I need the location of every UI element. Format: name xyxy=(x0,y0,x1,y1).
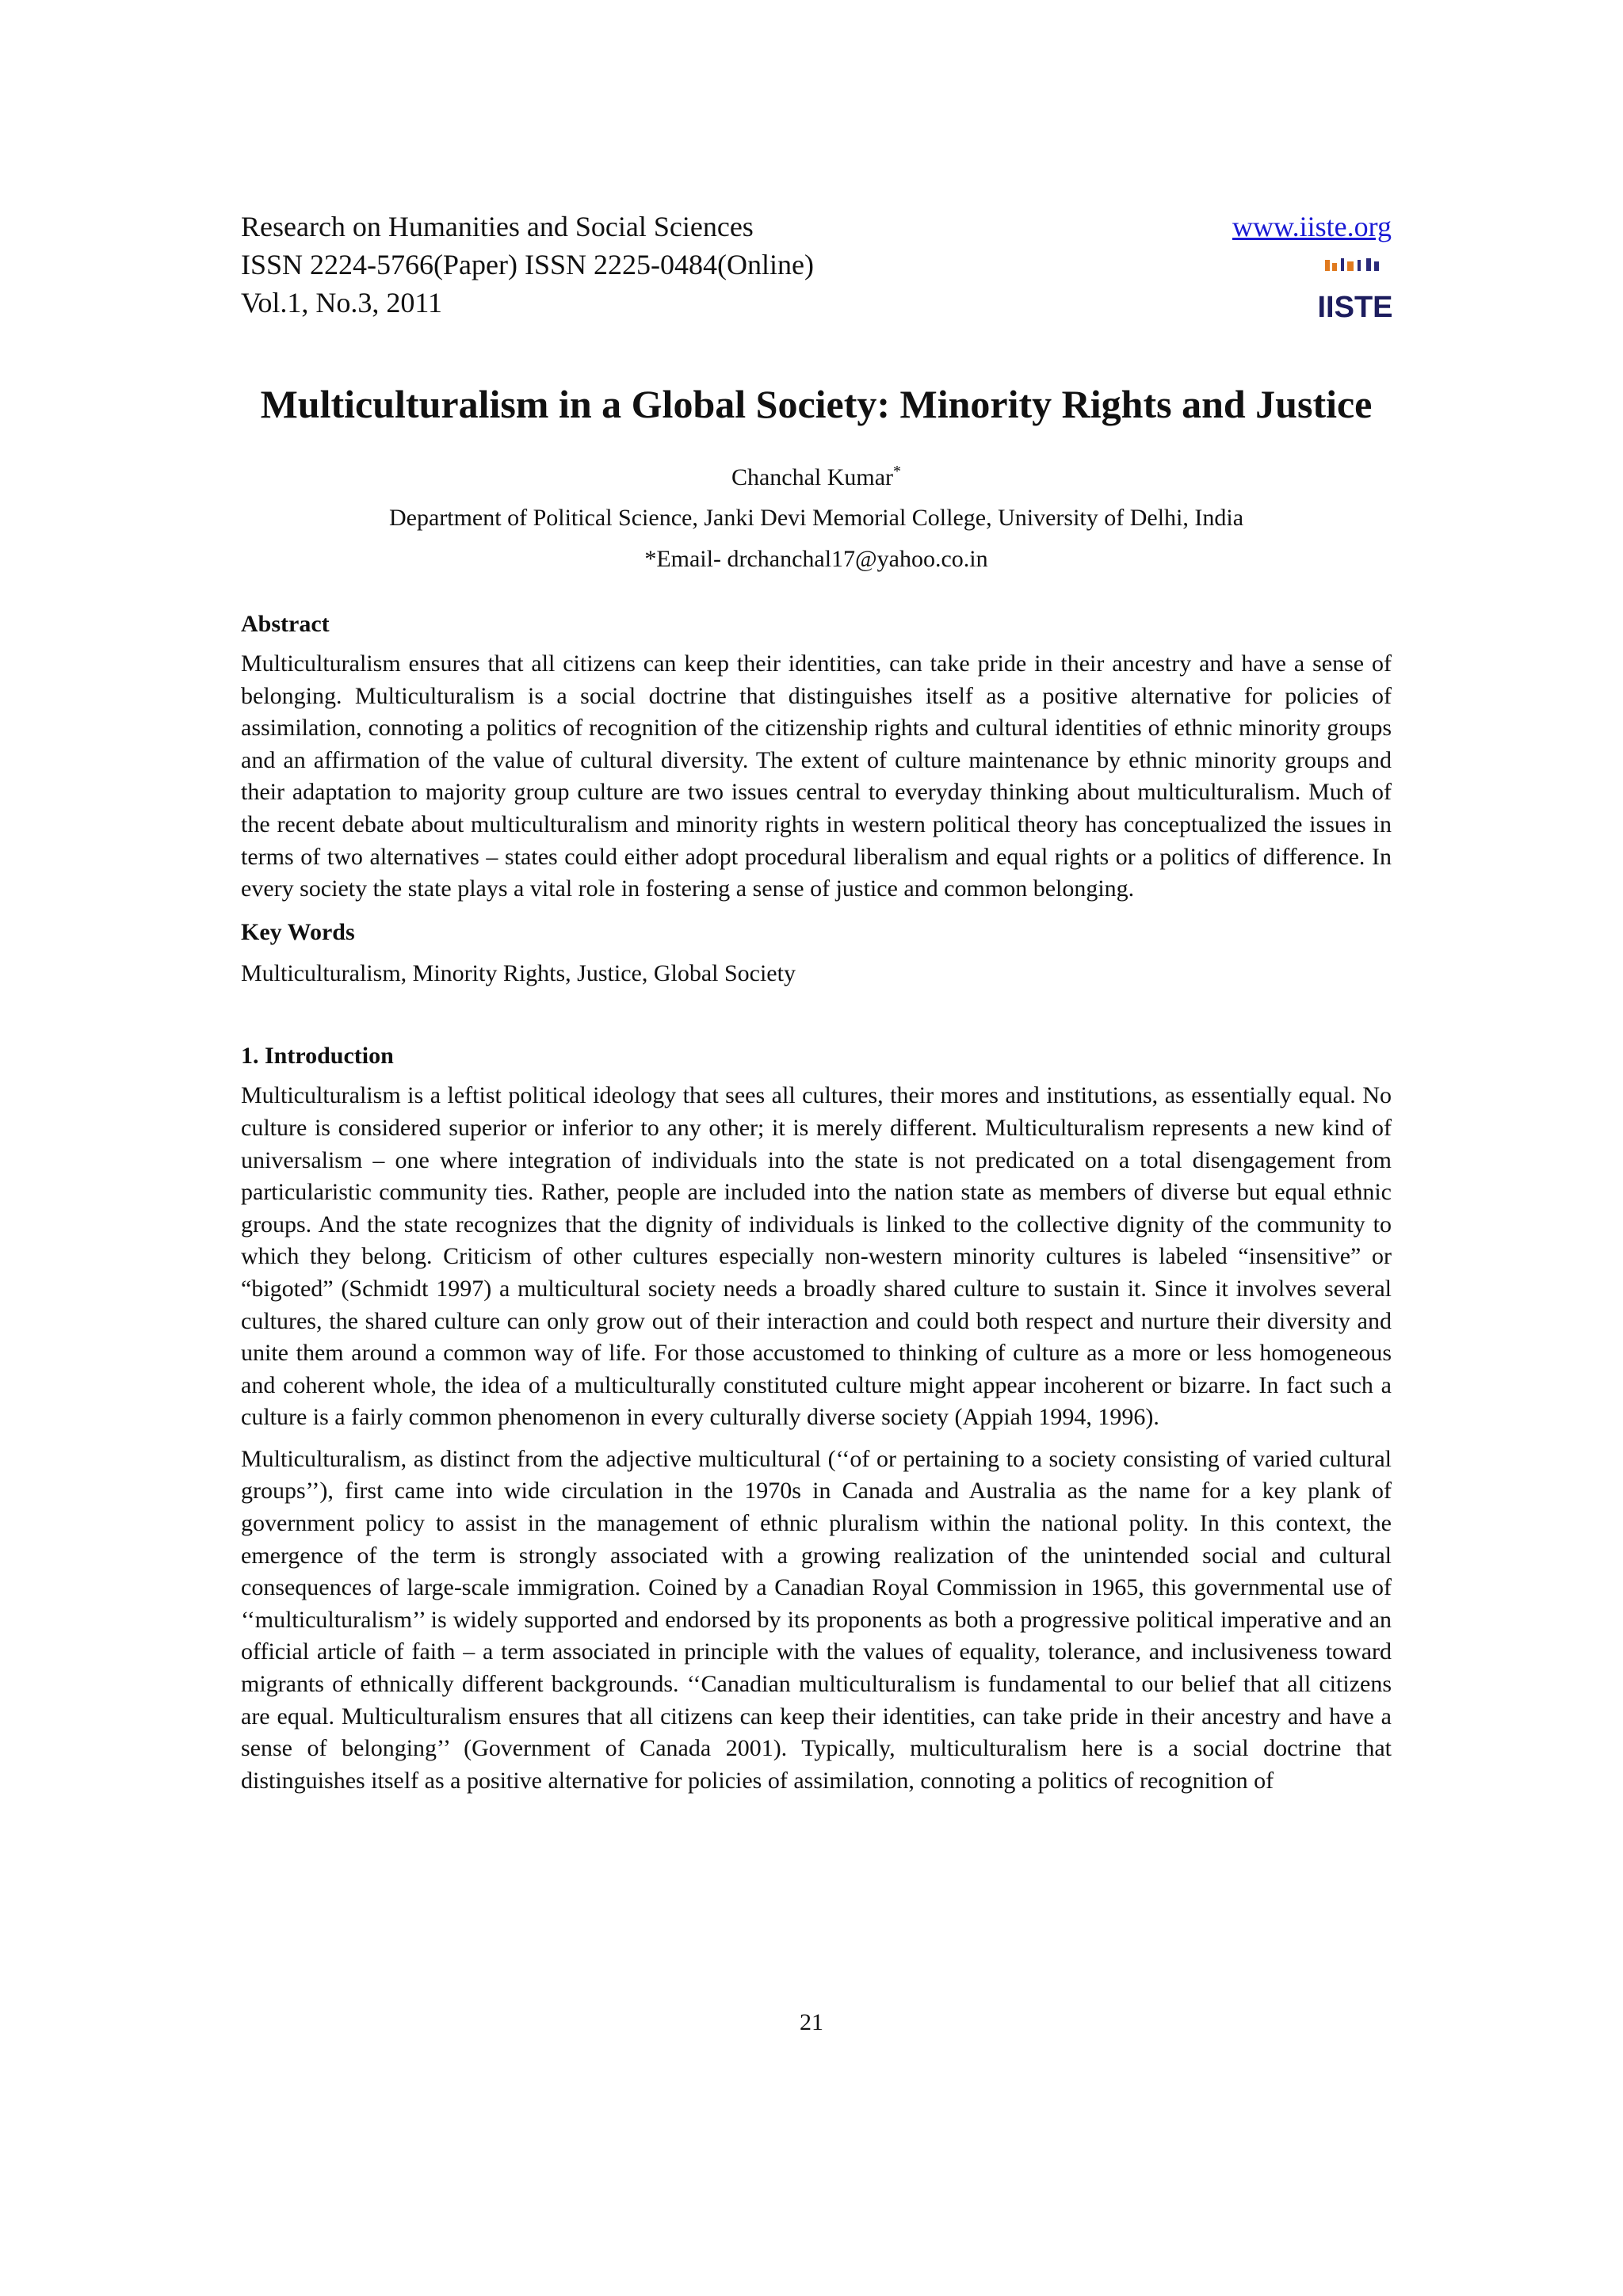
keywords-heading: Key Words xyxy=(241,918,355,945)
journal-name: Research on Humanities and Social Sciences xyxy=(241,211,754,242)
journal-info xyxy=(241,208,1392,322)
journal-volume: Vol.1, No.3, 2011 xyxy=(241,287,443,318)
author-affiliation: Department of Political Science, Janki Devi Memorial College, University of Delhi, India xyxy=(388,505,1244,531)
journal-issn: ISSN 2224-5766(Paper) ISSN 2225-0484(Online) xyxy=(241,249,814,280)
page-number: 21 xyxy=(800,2009,823,2035)
introduction-heading: 1. Introduction xyxy=(241,1043,394,1070)
author-name: Chanchal Kumar xyxy=(731,464,894,490)
introduction-paragraph-1: Multiculturalism is a leftist political ideology that sees all cultures, their mores and institutions, as essentially equal. No culture is considered superior or inferior to any other; it is merely different. Multiculturalism represents a new kind of universalism – one where integration of individuals into the state is not predicated on a total disengagement from particularistic community ties. Rather, people are included into the nation state as members of diverse but equal ethnic groups. And the state recognizes that the dignity of individuals is linked to the collective dignity of the community to which they belong. Criticism of other cultures especially non-western minority cultures is labeled “insensitive” or “bigoted” (Schmidt 1997) a multicultural society needs a broadly shared culture to sustain it. Since it involves several cultures, the shared culture can only grow out of their interaction and could both respect and nurture their diversity and unite them around a common way of life. For those accustomed to thinking of culture as a more or less homogeneous and coherent whole, the idea of a multiculturally constituted culture might appear incoherent or bizarre. In fact such a culture is a fairly common phenomenon in every culturally diverse society (Appiah 1994, 1996). xyxy=(241,1082,1392,1431)
author-email: *Email- drchanchal17@yahoo.co.in xyxy=(644,546,988,572)
paper-page xyxy=(241,208,1392,1797)
journal-header xyxy=(241,208,1392,334)
article-author xyxy=(241,452,1392,498)
article-title: Multiculturalism in a Global Society: Minority Rights and Justice xyxy=(260,382,1373,426)
keywords-text: Multiculturalism, Minority Rights, Justice, Global Society xyxy=(241,959,796,986)
author-footnote-mark: * xyxy=(893,463,902,480)
iiste-logo xyxy=(1317,255,1393,324)
abstract-heading: Abstract xyxy=(241,611,330,637)
introduction-paragraph-2: Multiculturalism, as distinct from the adjective multicultural (‘‘of or pertaining to a society consisting of varied cultural groups’’), first came into wide circulation in the 1970s in Canada and Australia as the name for a key plank of government policy to assist in the management of ethnic pluralism within the national polity. In this context, the emergence of the term is strongly associated with a growing realization of the unintended social and cultural consequences of large-scale immigration. Coined by a Canadian Royal Commission in 1965, this governmental use of ‘‘multiculturalism’’ is widely supported and endorsed by its proponents as both a progressive political imperative and an official article of faith – a term associated in principle with the values of equality, tolerance, and inclusiveness toward migrants of ethnically different backgrounds. ‘‘Canadian multiculturalism is fundamental to our belief that all citizens are equal. Multiculturalism ensures that all citizens can keep their identities, can take pride in their ancestry and have a sense of belonging’’ (Government of Canada 2001). Typically, multiculturalism here is a social doctrine that distinguishes itself as a positive alternative for policies of assimilation, connoting a politics of recognition of xyxy=(241,1445,1392,1794)
logo-lettering: IISTE xyxy=(1317,291,1393,324)
abstract-text: Multiculturalism ensures that all citizens can keep their identities, can take pride in their ancestry and have a sense of belonging. Multiculturalism is a social doctrine that distinguishes itself as a positive alternative for policies of assimilation, connoting a politics of recognition of the citizenship rights and cultural identities of ethnic minority groups and an affirmation of the value of cultural diversity. The extent of culture maintenance by ethnic minority groups and their adaptation to majority group culture are two issues central to everyday thinking about multiculturalism. Much of the recent debate about multiculturalism and minority rights in western political theory has conceptualized the issues in terms of two alternatives – states could either adopt procedural liberalism and equal rights or a politics of difference. In every society the state plays a vital role in fostering a sense of justice and common belonging. xyxy=(241,650,1392,902)
journal-website-link[interactable]: www.iiste.org xyxy=(1232,211,1392,242)
